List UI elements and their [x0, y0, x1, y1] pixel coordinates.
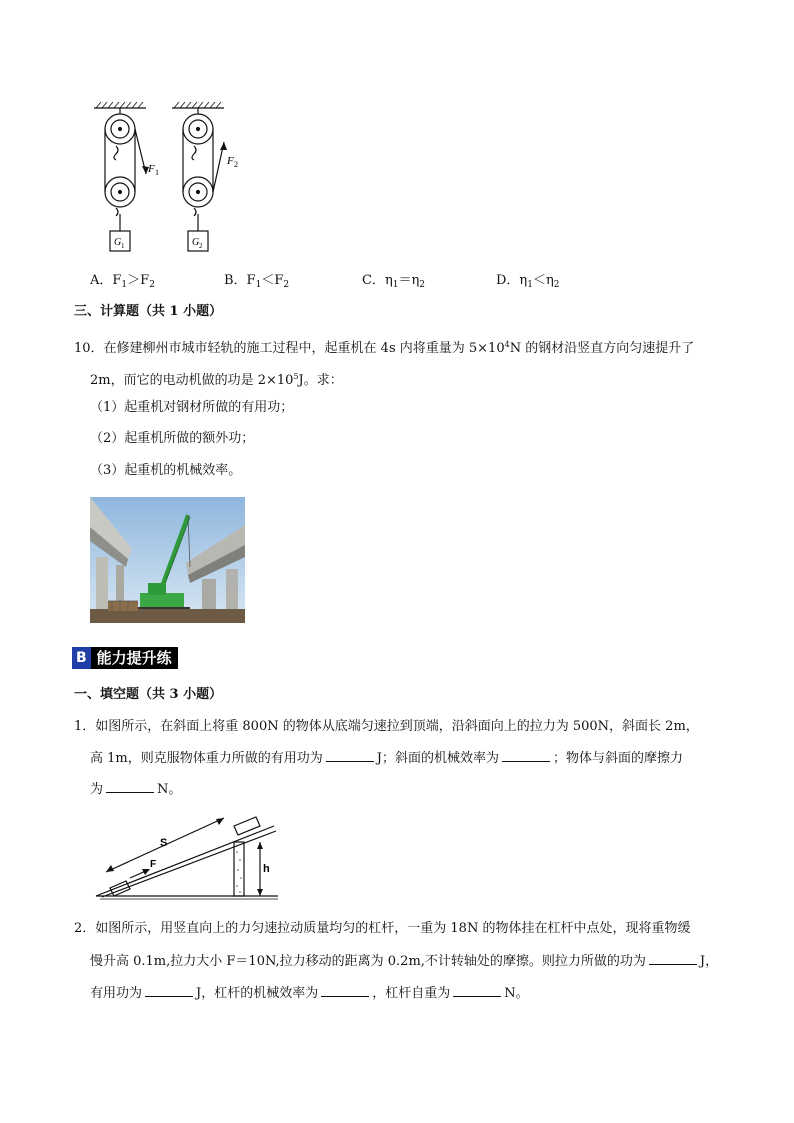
q2-line2: 慢升高 0.1m,拉力大小 F＝10N,拉力移动的距离为 0.2m,不计转轴处的摩擦。则拉力所做的功为 J， [90, 954, 719, 969]
answer-blank[interactable] [321, 984, 369, 997]
svg-text:1: 1 [155, 168, 159, 177]
answer-blank[interactable] [502, 749, 550, 762]
answer-blank[interactable] [106, 780, 154, 793]
q2-line1: 2．如图所示，用竖直向上的力匀速拉动质量均匀的杠杆，一重为 18N 的物体挂在杠杆中点处，现将重物缓 [74, 921, 691, 936]
choice-c: C．$\eta_1=\eta_2$ [362, 273, 426, 290]
section-b-header [72, 647, 178, 669]
section-b-badge: B [72, 647, 91, 669]
q10-sub2: （2）起重机所做的额外功； [90, 431, 255, 446]
q10-line2: 2m，而它的电动机做的功是 $2\times 10^5J$。求： [90, 372, 343, 388]
incline-diagram [88, 808, 283, 904]
q10-sub1: （1）起重机对钢材所做的有用功； [90, 400, 294, 415]
answer-blank[interactable] [145, 984, 193, 997]
label-f: F [150, 859, 157, 870]
label-f1: F [148, 163, 155, 175]
label-g2: G [192, 237, 200, 248]
answer-blank[interactable] [453, 984, 501, 997]
label-h: h [263, 863, 270, 875]
q1-line3: 为 N。 [90, 782, 182, 797]
q1-line1: 1．如图所示，在斜面上将重 800N 的物体从底端匀速拉到顶端，沿斜面向上的拉力为 500N，斜面长 2m， [74, 719, 699, 734]
answer-blank[interactable] [649, 952, 697, 965]
choice-a: A．$F_1>F_2$ [90, 273, 155, 290]
choice-b: B．$F_1<F_2$ [224, 273, 290, 290]
section-b-title: 能力提升练 [91, 647, 178, 669]
q10-line1: 10．在修建柳州市城市轻轨的施工过程中，起重机在 4s 内将重量为 $5\times 10^4N$ 的钢材沿竖直方向匀速提升了 [74, 340, 695, 356]
section-heading-calc: 三、计算题（共 1 小题） [74, 304, 223, 319]
svg-text:2: 2 [199, 242, 203, 250]
choice-d: D．$\eta_1<\eta_2$ [496, 273, 560, 290]
label-g1: G [114, 237, 122, 248]
section-heading-fill: 一、填空题（共 3 小题） [74, 687, 223, 702]
svg-text:1: 1 [121, 242, 125, 250]
answer-blank[interactable] [326, 749, 374, 762]
crane-photo [90, 497, 245, 623]
q10-sub3: （3）起重机的机械效率。 [90, 463, 242, 478]
svg-text:2: 2 [234, 160, 238, 169]
label-s: S [160, 837, 168, 849]
pulley-figure [88, 100, 258, 256]
label-f2: F [227, 155, 234, 167]
q2-line3: 有用功为 J，杠杆的机械效率为 ，杠杆自重为 N。 [90, 986, 529, 1001]
q1-line2: 高 1m，则克服物体重力所做的有用功为 J；斜面的机械效率为 ；物体与斜面的摩擦力 [90, 751, 683, 766]
